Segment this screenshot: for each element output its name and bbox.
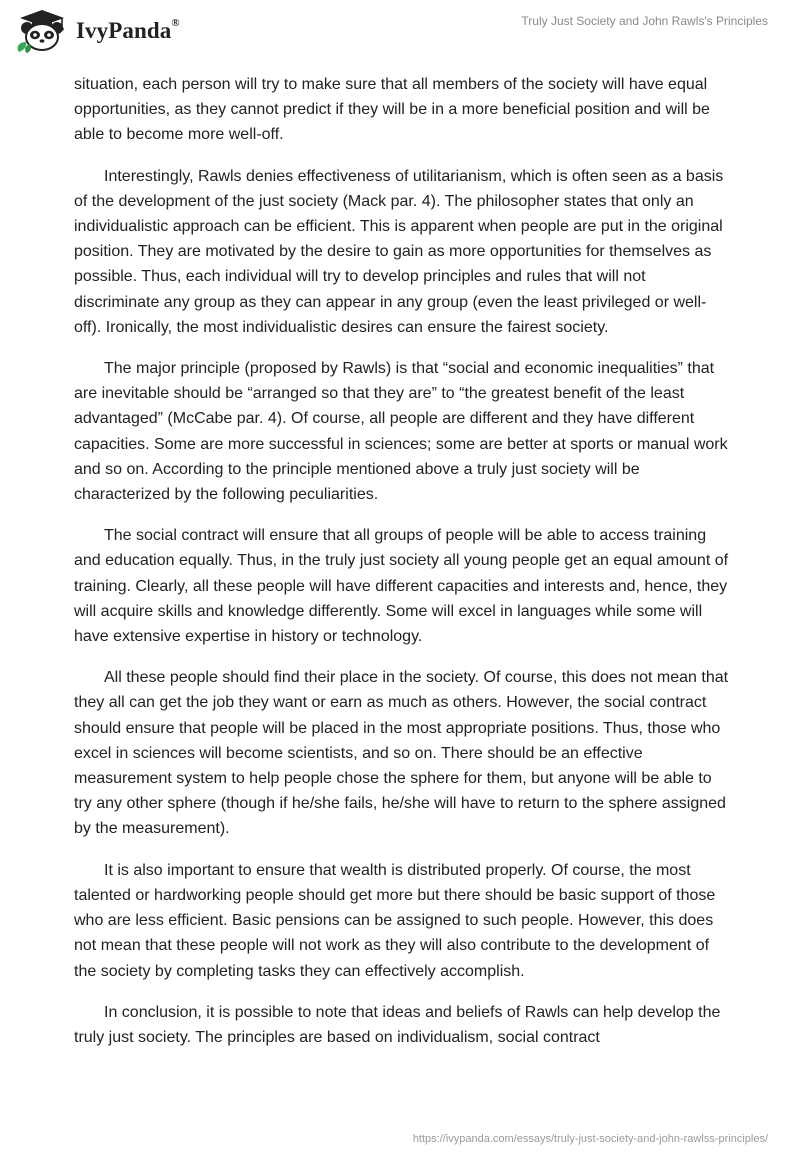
paragraph: The social contract will ensure that all groups of people will be able to access training and education equally. Thus, in the truly just society all young people get an equal amount of training. Clearly, all these people will have different capacities and interests and, hence, they will acquire skills and knowledge differently. Some will excel in languages while some will have extensive expertise in history or technology. [74, 527, 729, 646]
paragraph: In conclusion, it is possible to note that ideas and beliefs of Rawls can help develop the truly just society. The principles are based on individualism, social contract [74, 1003, 721, 1046]
source-url[interactable]: https://ivypanda.com/essays/truly-just-society-and-john-rawlss-principles/ [412, 1133, 768, 1145]
paragraph: situation, each person will try to make sure that all members of the society will have equal opportunities, as they cannot predict if they will be in a more beneficial position and will be able to become more well-off. [74, 76, 710, 144]
paragraph: The major principle (proposed by Rawls) is that “social and economic inequalities” that are inevitable should be “arranged so that they are” to “the greatest benefit of the least advantaged” (McCabe par. 4). Of course, all people are different and they have different capacities. Some are more successful in sciences; some are better at sports or manual work and so on. According to the principle mentioned above a truly just society will be characterized by the following peculiarities. [74, 360, 728, 504]
paragraph: Interestingly, Rawls denies effectiveness of utilitarianism, which is often seen as a basis of the development of the just society (Mack par. 4). The philosopher states that only an individualistic approach can be efficient. This is apparent when people are put in the original position. They are motivated by the desire to gain as more opportunities for themselves as possible. Thus, each individual will try to develop principles and rules that will not discriminate any group as they can appear in any group (even the least privileged or well-off). Ironically, the most individualistic desires can ensure the fairest society. [74, 167, 724, 336]
panda-mascot-icon [14, 8, 70, 54]
ivypanda-logo[interactable] [14, 8, 180, 54]
paragraph: It is also important to ensure that wealth is distributed properly. Of course, the most talented or hardworking people should get more but there should be basic support of those who are less efficient. Basic pensions can be assigned to such people. However, this does not mean that these people will not work as they will also contribute to the development of the society by completing tasks they can effectively accomplish. [74, 861, 716, 980]
page-header [0, 0, 800, 64]
document-title: Truly Just Society and John Rawls's Principles [521, 14, 768, 28]
essay-body [74, 72, 730, 1066]
paragraph: All these people should find their place in the society. Of course, this does not mean that they all can get the job they want or earn as much as others. However, the social contract should ensure that people will be placed in the most appropriate positions. Thus, those who excel in sciences will become scientists, and so on. There should be an effective measurement system to help people chose the sphere for them, but anyone will be able to try any other sphere (though if he/she fails, he/she will have to return to the sphere assigned by the measurement). [74, 669, 729, 838]
brand-name: IvyPanda® [76, 17, 180, 43]
